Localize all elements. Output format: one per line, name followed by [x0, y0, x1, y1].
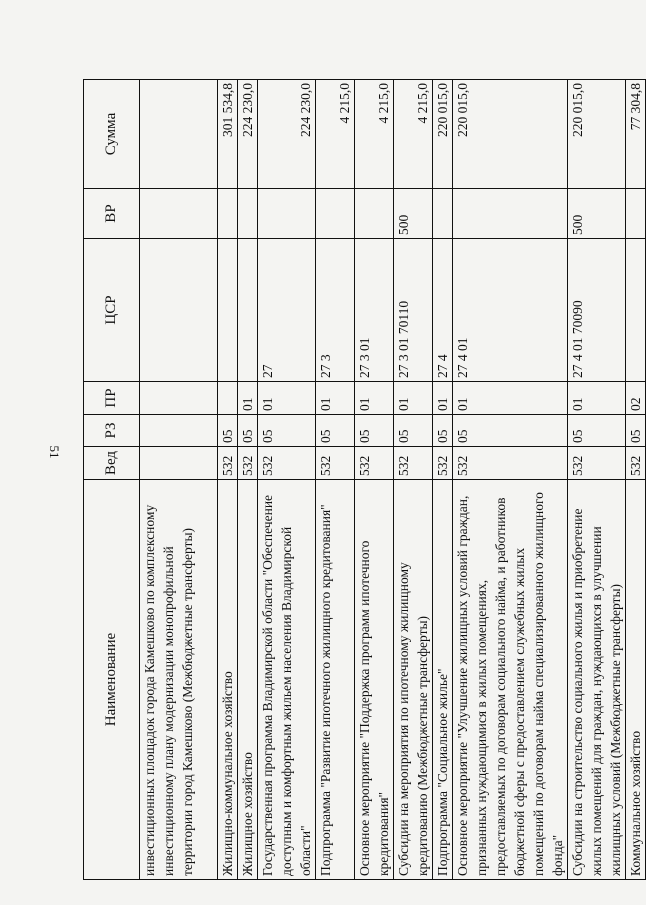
- cell-pr: [218, 382, 238, 415]
- cell-vr: [316, 189, 355, 239]
- header-name: Наименование: [84, 480, 140, 880]
- cell-pr: 01: [568, 382, 626, 415]
- table-row: [453, 80, 568, 880]
- cell-sum: [140, 80, 218, 189]
- header-sum: Сумма: [84, 80, 140, 189]
- table-row: [394, 80, 433, 880]
- cell-vr: [453, 189, 568, 239]
- header-row: [84, 80, 140, 880]
- cell-vr: [218, 189, 238, 239]
- cell-ved: [140, 447, 218, 480]
- cell-vr: 500: [394, 189, 433, 239]
- cell-rz: 05: [568, 415, 626, 447]
- cell-csr: 27 4: [433, 239, 453, 382]
- cell-csr: [218, 239, 238, 382]
- cell-sum: 220 015,0: [453, 80, 568, 189]
- cell-sum: 224 230,0: [238, 80, 258, 189]
- cell-sum: 4 215,0: [316, 80, 355, 189]
- cell-vr: [626, 189, 646, 239]
- cell-name: Субсидии на строительство социального жилья и приобретение жилых помещений для граждан, нуждающихся в улучшении жилищных условий (Межбюджетные трансферты): [568, 480, 626, 880]
- cell-name: Подпрограмма "Социальное жилье": [433, 480, 453, 880]
- cell-pr: 02: [626, 382, 646, 415]
- cell-name: Основное мероприятие "Поддержка программ ипотечного кредитования": [355, 480, 394, 880]
- cell-name: Жилищное хозяйство: [238, 480, 258, 880]
- cell-name: Коммунальное хозяйство: [626, 480, 646, 880]
- cell-sum: 224 230,0: [258, 80, 316, 189]
- cell-vr: [258, 189, 316, 239]
- cell-csr: 27: [258, 239, 316, 382]
- cell-pr: 01: [316, 382, 355, 415]
- budget-table: [83, 79, 646, 880]
- table-row: [433, 80, 453, 880]
- cell-vr: [238, 189, 258, 239]
- cell-ved: 532: [626, 447, 646, 480]
- cell-pr: 01: [258, 382, 316, 415]
- cell-ved: 532: [355, 447, 394, 480]
- cell-name: Государственная программа Владимирской области "Обеспечение доступным и комфортным жильем населения Владимирской области": [258, 480, 316, 880]
- cell-rz: 05: [316, 415, 355, 447]
- cell-vr: [355, 189, 394, 239]
- cell-ved: 532: [394, 447, 433, 480]
- cell-ved: 532: [316, 447, 355, 480]
- cell-ved: 532: [568, 447, 626, 480]
- cell-csr: 27 3 01 70110: [394, 239, 433, 382]
- cell-rz: 05: [453, 415, 568, 447]
- cell-rz: 05: [433, 415, 453, 447]
- cell-ved: 532: [453, 447, 568, 480]
- header-rz: РЗ: [84, 415, 140, 447]
- cell-csr: [140, 239, 218, 382]
- table-row: [355, 80, 394, 880]
- cell-sum: 301 534,8: [218, 80, 238, 189]
- page-number: 51: [47, 445, 62, 459]
- cell-name: Подпрограмма "Развитие ипотечного жилищного кредитования": [316, 480, 355, 880]
- cell-rz: 05: [218, 415, 238, 447]
- cell-name: Субсидии на мероприятия по ипотечному жилищному кредитованию (Межбюджетные трансферты): [394, 480, 433, 880]
- table-row: [218, 80, 238, 880]
- table-row: [568, 80, 626, 880]
- cell-csr: 27 3: [316, 239, 355, 382]
- cell-sum: 220 015,0: [568, 80, 626, 189]
- table-row: [238, 80, 258, 880]
- cell-name: Основное мероприятие "Улучшение жилищных условий граждан, признанных нуждающимися в жилых помещениях, предоставляемых по договорам социального найма, и работников бюджетной сферы с предоставлением служебных жилых помещений по договорам найма специализированного жилищного фонда": [453, 480, 568, 880]
- cell-name: инвестиционных площадок города Камешково по комплексному инвестиционному плану модернизации монопрофильной территории город Камешково (Межбюджетные трансферты): [140, 480, 218, 880]
- cell-csr: [626, 239, 646, 382]
- cell-name: Жилищно-коммунальное хозяйство: [218, 480, 238, 880]
- cell-ved: 532: [433, 447, 453, 480]
- cell-rz: 05: [258, 415, 316, 447]
- header-pr: ПР: [84, 382, 140, 415]
- cell-sum: 4 215,0: [394, 80, 433, 189]
- cell-rz: 05: [394, 415, 433, 447]
- cell-vr: [433, 189, 453, 239]
- table-row: [316, 80, 355, 880]
- cell-csr: 27 4 01 70090: [568, 239, 626, 382]
- cell-ved: 532: [218, 447, 238, 480]
- cell-pr: 01: [453, 382, 568, 415]
- cell-ved: 532: [258, 447, 316, 480]
- cell-pr: 01: [394, 382, 433, 415]
- table-row: [258, 80, 316, 880]
- cell-pr: 01: [238, 382, 258, 415]
- header-vr: ВР: [84, 189, 140, 239]
- cell-pr: [140, 382, 218, 415]
- cell-rz: 05: [238, 415, 258, 447]
- cell-sum: 77 304,8: [626, 80, 646, 189]
- cell-sum: 4 215,0: [355, 80, 394, 189]
- cell-csr: 27 3 01: [355, 239, 394, 382]
- cell-vr: 500: [568, 189, 626, 239]
- table-row: [140, 80, 218, 880]
- rotated-table-container: [83, 80, 643, 880]
- cell-rz: [140, 415, 218, 447]
- cell-pr: 01: [355, 382, 394, 415]
- cell-rz: 05: [626, 415, 646, 447]
- cell-pr: 01: [433, 382, 453, 415]
- header-ved: Вед: [84, 447, 140, 480]
- cell-ved: 532: [238, 447, 258, 480]
- cell-sum: 220 015,0: [433, 80, 453, 189]
- cell-csr: [238, 239, 258, 382]
- table-row: [626, 80, 646, 880]
- cell-vr: [140, 189, 218, 239]
- cell-csr: 27 4 01: [453, 239, 568, 382]
- cell-rz: 05: [355, 415, 394, 447]
- header-csr: ЦСР: [84, 239, 140, 382]
